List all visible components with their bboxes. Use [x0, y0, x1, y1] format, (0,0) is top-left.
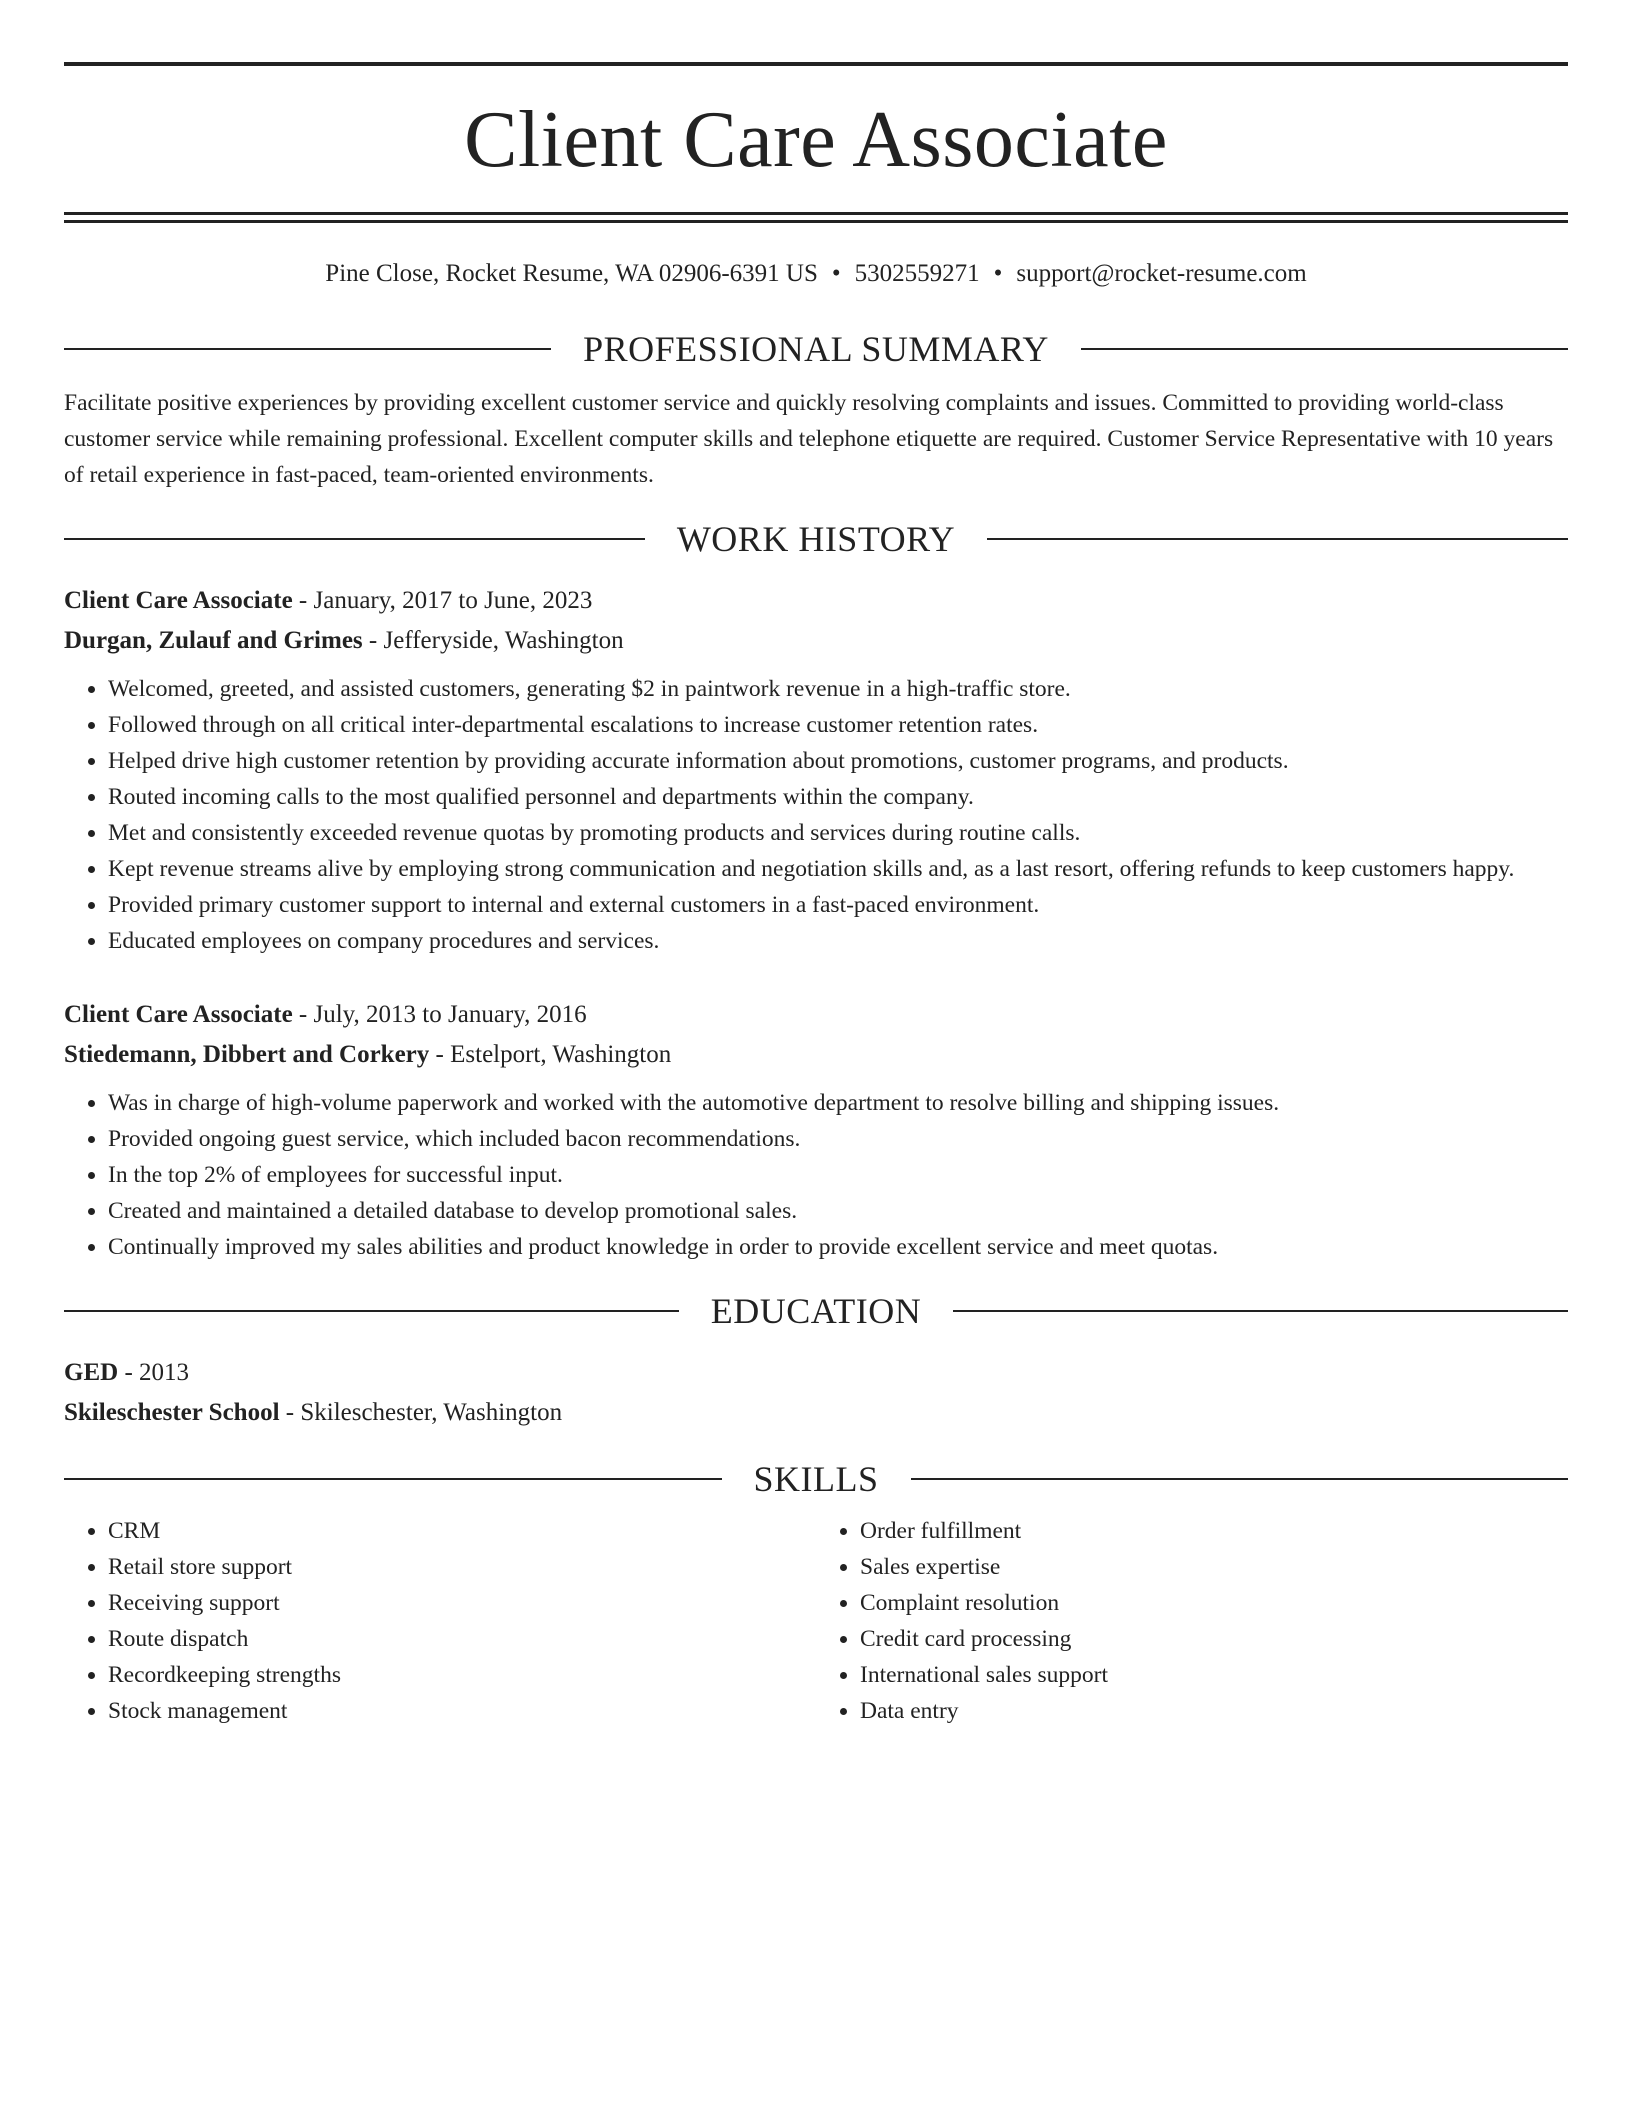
job-bullet: • Provided primary customer support to internal and external customers in a fast-paced environment.: [108, 887, 1568, 923]
skill-item: • Complaint resolution: [860, 1585, 1568, 1621]
job-title: Client Care Associate: [64, 587, 293, 614]
job-bullet: • Created and maintained a detailed database to develop promotional sales.: [108, 1193, 1568, 1229]
job-company-line: [64, 1035, 1568, 1075]
education-heading: [64, 1293, 1568, 1329]
job-title-line: [64, 995, 1568, 1035]
summary-heading-text: PROFESSIONAL SUMMARY: [583, 329, 1049, 369]
job-title: Client Care Associate: [64, 1001, 293, 1028]
job-bullet: • Routed incoming calls to the most qualified personnel and departments within the company.: [108, 779, 1568, 815]
skills-heading: [64, 1461, 1568, 1497]
skill-item: • International sales support: [860, 1657, 1568, 1693]
job-bullet: • Followed through on all critical inter-departmental escalations to increase customer retention rates.: [108, 707, 1568, 743]
job-bullet: • Provided ongoing guest service, which included bacon recommendations.: [108, 1121, 1568, 1157]
skills-list-right: [816, 1513, 1568, 1729]
job-bullets: [64, 671, 1568, 959]
skill-item: • Recordkeeping strengths: [108, 1657, 816, 1693]
job-bullet: • Was in charge of high-volume paperwork and worked with the automotive department to resolve billing and shipping issues.: [108, 1085, 1568, 1121]
skill-item: • Stock management: [108, 1693, 816, 1729]
job-company: Durgan, Zulauf and Grimes: [64, 627, 363, 654]
job-location: - Estelport, Washington: [435, 1041, 672, 1068]
work-heading-text: WORK HISTORY: [676, 519, 956, 559]
skill-item: • Order fulfillment: [860, 1513, 1568, 1549]
job-bullet: • Met and consistently exceeded revenue quotas by promoting products and services during routine calls.: [108, 815, 1568, 851]
heading-rule-left: [64, 348, 551, 350]
heading-rule-right: [1081, 348, 1568, 350]
contact-separator: •: [831, 260, 841, 287]
resume-title: Client Care Associate: [464, 96, 1168, 184]
skill-item: • Credit card processing: [860, 1621, 1568, 1657]
job-bullets: [64, 1085, 1568, 1265]
job-bullet: • Educated employees on company procedures and services.: [108, 923, 1568, 959]
heading-rule-right: [987, 538, 1568, 540]
skills-columns: [64, 1513, 1568, 1729]
skills-list-left: [64, 1513, 816, 1729]
job-bullet: • Continually improved my sales abilities and product knowledge in order to provide excellent service and meet quotas.: [108, 1229, 1568, 1265]
job-title-line: [64, 581, 1568, 621]
skill-item: • Data entry: [860, 1693, 1568, 1729]
job-dates: - July, 2013 to January, 2016: [298, 1001, 587, 1028]
header-double-rule: [64, 212, 1568, 223]
contact-email: support@rocket-resume.com: [1016, 260, 1307, 287]
heading-rule-left: [64, 538, 645, 540]
skill-item: • Route dispatch: [108, 1621, 816, 1657]
job-location: - Jefferyside, Washington: [368, 627, 624, 654]
job-entry: [64, 995, 1568, 1265]
job-company: Stiedemann, Dibbert and Corkery: [64, 1041, 430, 1068]
heading-rule-right: [953, 1310, 1568, 1312]
education-degree: GED: [64, 1359, 119, 1386]
job-bullet: • Welcomed, greeted, and assisted customers, generating $2 in paintwork revenue in a high-traffic store.: [108, 671, 1568, 707]
contact-address: Pine Close, Rocket Resume, WA 02906-6391 US: [325, 260, 818, 287]
heading-rule-right: [911, 1478, 1569, 1480]
contact-separator: •: [993, 260, 1003, 287]
education-school-line: [64, 1393, 1568, 1433]
heading-rule-left: [64, 1478, 722, 1480]
summary-text: Facilitate positive experiences by providing excellent customer service and quickly resolving complaints and issues. Committed to providing world-class customer service while remaining professional. Excellent computer skills and telephone etiquette are required. Customer Service Representative with 10 years of retail experience in fast-paced, team-oriented environments.: [64, 390, 1554, 488]
skill-item: • Sales expertise: [860, 1549, 1568, 1585]
skill-item: • CRM: [108, 1513, 816, 1549]
education-entry: [64, 1353, 1568, 1433]
summary-heading: [64, 331, 1568, 367]
education-year: - 2013: [124, 1359, 190, 1386]
job-bullet: • Helped drive high customer retention by providing accurate information about promotions, customer programs, and products.: [108, 743, 1568, 779]
skill-item: • Receiving support: [108, 1585, 816, 1621]
header-top-rule: [64, 62, 1568, 66]
education-school: Skileschester School: [64, 1399, 280, 1426]
education-degree-line: [64, 1353, 1568, 1393]
skill-item: • Retail store support: [108, 1549, 816, 1585]
work-heading: [64, 521, 1568, 557]
job-bullet: • Kept revenue streams alive by employing strong communication and negotiation skills and, as a last resort, offering refunds to keep customers happy.: [108, 851, 1568, 887]
skills-heading-text: SKILLS: [753, 1459, 879, 1499]
job-bullet: • In the top 2% of employees for successful input.: [108, 1157, 1568, 1193]
job-entry: [64, 581, 1568, 959]
job-dates: - January, 2017 to June, 2023: [298, 587, 593, 614]
heading-rule-left: [64, 1310, 679, 1312]
education-location: - Skileschester, Washington: [285, 1399, 563, 1426]
contact-line: [64, 259, 1568, 289]
contact-phone: 5302559271: [854, 260, 980, 287]
education-heading-text: EDUCATION: [710, 1291, 922, 1331]
job-company-line: [64, 621, 1568, 661]
